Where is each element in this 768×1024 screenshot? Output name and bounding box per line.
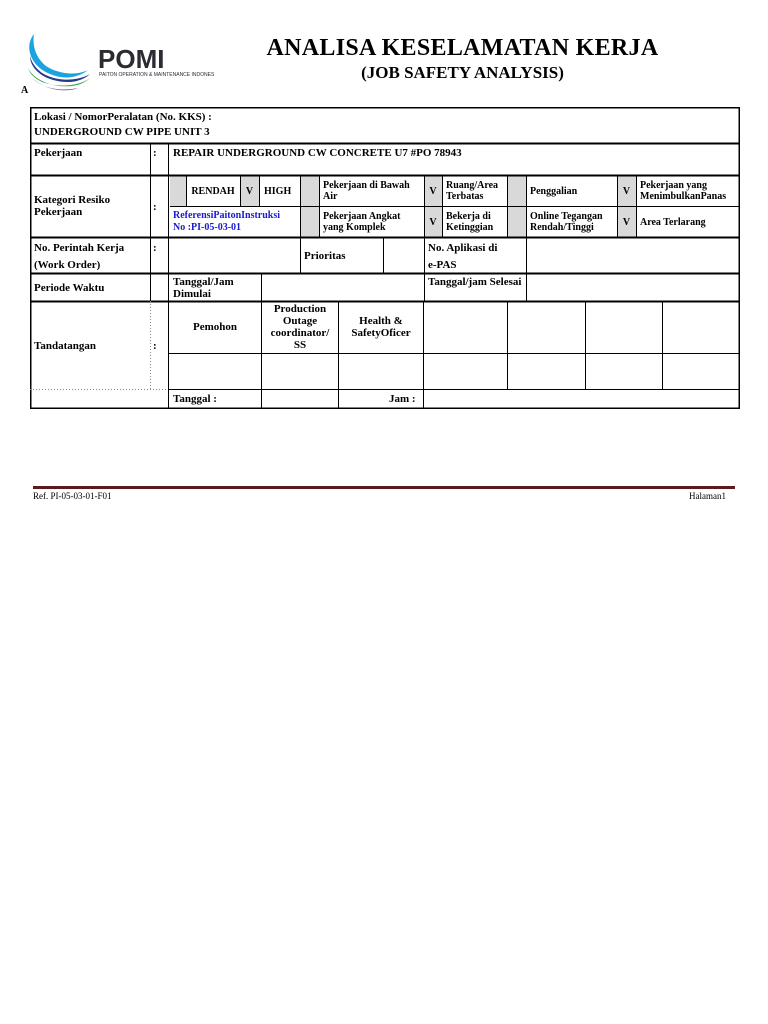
category-label: Pekerjaan yang MenimbulkanPanas bbox=[640, 180, 727, 202]
category-label: Pekerjaan Angkat yang Komplek bbox=[323, 211, 401, 233]
tanggal-field[interactable] bbox=[262, 390, 338, 408]
category-label: Bekerja di Ketinggian bbox=[446, 211, 494, 233]
pemohon-label: Pemohon bbox=[193, 321, 237, 333]
page-number: Halaman1 bbox=[689, 491, 726, 501]
wo-label-1: No. Perintah Kerja bbox=[34, 242, 125, 254]
colon: : bbox=[153, 340, 157, 352]
jam-label: Jam : bbox=[389, 393, 416, 405]
prioritas-label: Prioritas bbox=[304, 250, 346, 262]
risk-high: HIGH bbox=[264, 186, 292, 197]
signature-field-production[interactable] bbox=[262, 354, 338, 389]
kategori-label: Kategori Resiko Pekerjaan bbox=[34, 194, 111, 218]
category-label: Online Tegangan Rendah/Tinggi bbox=[530, 211, 603, 233]
document-title: ANALISA KESELAMATAN KERJA bbox=[266, 35, 659, 61]
tanggal-selesai-label: Tanggal/jam Selesai bbox=[428, 276, 522, 288]
logo-subtitle: PAITON OPERATION & MAINTENANCE INDONESIA bbox=[99, 72, 214, 78]
corner-mark: A bbox=[21, 85, 29, 96]
tandatangan-label: Tandatangan bbox=[34, 340, 96, 352]
tanggal-selesai-field[interactable] bbox=[527, 274, 739, 301]
category-label: Ruang/Area Terbatas bbox=[446, 180, 499, 202]
category-mark: V bbox=[622, 217, 631, 228]
epas-label-1: No. Aplikasi di bbox=[428, 242, 498, 254]
signature-field-pemohon[interactable] bbox=[169, 354, 261, 389]
category-label: Pekerjaan di Bawah Air bbox=[323, 180, 410, 202]
pekerjaan-value: REPAIR UNDERGROUND CW CONCRETE U7 #PO 78943 bbox=[173, 147, 462, 159]
category-mark: V bbox=[429, 186, 437, 197]
prioritas-field[interactable] bbox=[384, 238, 424, 273]
referensi-line-1: ReferensiPaitonInstruksi bbox=[173, 210, 281, 221]
hse-officer-label: Health & SafetyOficer bbox=[351, 315, 411, 339]
jam-field[interactable] bbox=[424, 390, 739, 408]
document-subtitle: (JOB SAFETY ANALYSIS) bbox=[361, 63, 564, 82]
periode-label: Periode Waktu bbox=[34, 282, 105, 294]
pekerjaan-label: Pekerjaan bbox=[34, 147, 83, 159]
epas-field[interactable] bbox=[527, 238, 739, 273]
colon: : bbox=[153, 201, 157, 213]
footer-divider bbox=[33, 486, 735, 489]
production-coordinator-label: Production Outage coordinator/ SS bbox=[270, 303, 330, 351]
company-logo bbox=[24, 30, 214, 92]
risk-mark: V bbox=[245, 186, 254, 197]
footer-ref: Ref. PI-05-03-01-F01 bbox=[33, 491, 112, 501]
tanggal-mulai-field[interactable] bbox=[262, 274, 424, 301]
signature-field-hse[interactable] bbox=[339, 354, 423, 389]
wo-label-2: (Work Order) bbox=[34, 259, 101, 271]
referensi-line-2: No :PI-05-03-01 bbox=[173, 222, 242, 233]
colon: : bbox=[153, 147, 157, 159]
lokasi-label: Lokasi / NomorPeralatan (No. KKS) : bbox=[34, 111, 212, 123]
category-mark: V bbox=[429, 217, 437, 228]
tanggal-label: Tanggal : bbox=[173, 393, 217, 405]
lokasi-value: UNDERGROUND CW PIPE UNIT 3 bbox=[34, 126, 210, 138]
colon: : bbox=[153, 242, 157, 254]
tanggal-mulai-label: Tanggal/Jam Dimulai bbox=[173, 276, 234, 300]
category-label: Area Terlarang bbox=[640, 217, 706, 228]
category-label: Penggalian bbox=[530, 186, 578, 197]
risk-rendah: RENDAH bbox=[191, 186, 235, 197]
document-title-block bbox=[250, 34, 675, 84]
category-mark: V bbox=[622, 186, 631, 197]
epas-label-2: e-PAS bbox=[428, 259, 457, 271]
jsa-form bbox=[30, 107, 740, 409]
logo-text: POMI bbox=[98, 44, 165, 74]
work-order-field[interactable] bbox=[169, 238, 300, 273]
